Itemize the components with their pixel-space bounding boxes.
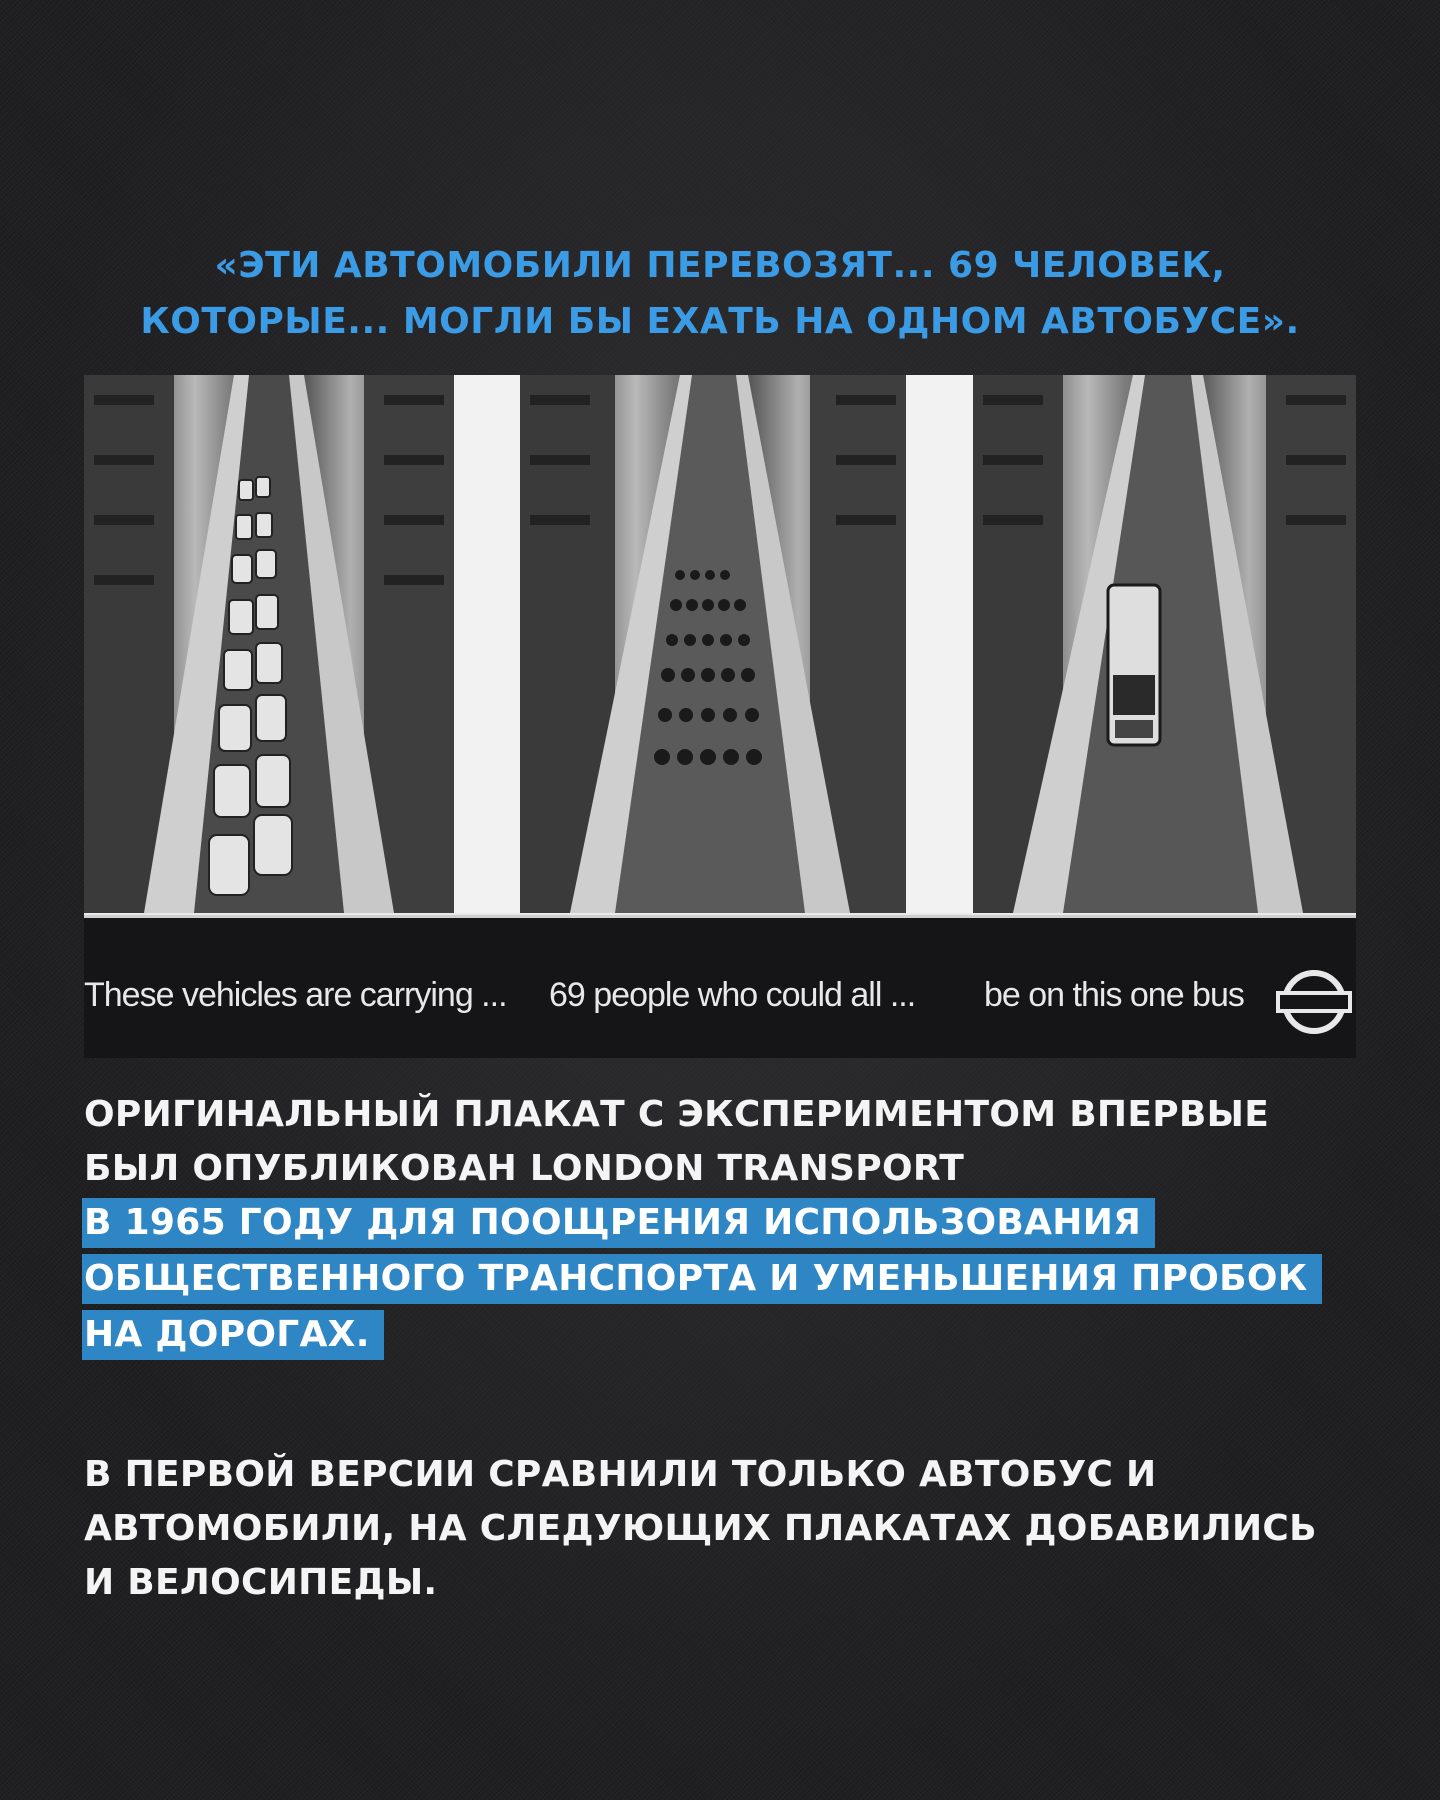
quote-line-2: КОТОРЫЕ... МОГЛИ БЫ ЕХАТЬ НА ОДНОМ АВТОБУСЕ». [140, 301, 1300, 342]
paragraph-versions [84, 1448, 1374, 1610]
poster-caption-bar [84, 915, 1356, 1058]
paragraph1-line-2: БЫЛ ОПУБЛИКОВАН LONDON TRANSPORT [84, 1148, 965, 1189]
paragraph-history [84, 1088, 1374, 1364]
highlight-line-3: НА ДОРОГАХ. [82, 1310, 384, 1360]
poster-caption-2: 69 people who could all ... [549, 976, 916, 1014]
poster-caption-3: be on this one bus [984, 976, 1244, 1014]
paragraph1-line-1: ОРИГИНАЛЬНЫЙ ПЛАКАТ С ЭКСПЕРИМЕНТОМ ВПЕРВЫЕ [84, 1094, 1270, 1135]
highlight-line-1: В 1965 ГОДУ ДЛЯ ПООЩРЕНИЯ ИСПОЛЬЗОВАНИЯ [82, 1198, 1155, 1248]
highlight-line-2: ОБЩЕСТВЕННОГО ТРАНСПОРТА И УМЕНЬШЕНИЯ ПРОБОК [82, 1254, 1322, 1304]
london-transport-roundel-icon [1276, 966, 1352, 1038]
paragraph2-line-3: И ВЕЛОСИПЕДЫ. [84, 1562, 438, 1603]
paragraph2-line-2: АВТОМОБИЛИ, НА СЛЕДУЮЩИХ ПЛАКАТАХ ДОБАВИЛИСЬ [84, 1508, 1317, 1549]
london-transport-poster [84, 375, 1356, 1055]
paragraph2-line-1: В ПЕРВОЙ ВЕРСИИ СРАВНИЛИ ТОЛЬКО АВТОБУС И [84, 1454, 1157, 1495]
headline-quote [0, 238, 1440, 350]
poster-divider [906, 375, 973, 913]
street-with-bus-photo [973, 375, 1356, 913]
street-with-people-photo [520, 375, 906, 913]
street-with-cars-photo [84, 375, 454, 913]
quote-line-1: «ЭТИ АВТОМОБИЛИ ПЕРЕВОЗЯТ... 69 ЧЕЛОВЕК, [214, 245, 1226, 286]
poster-caption-1: These vehicles are carrying ... [84, 976, 507, 1014]
poster-divider [454, 375, 520, 913]
